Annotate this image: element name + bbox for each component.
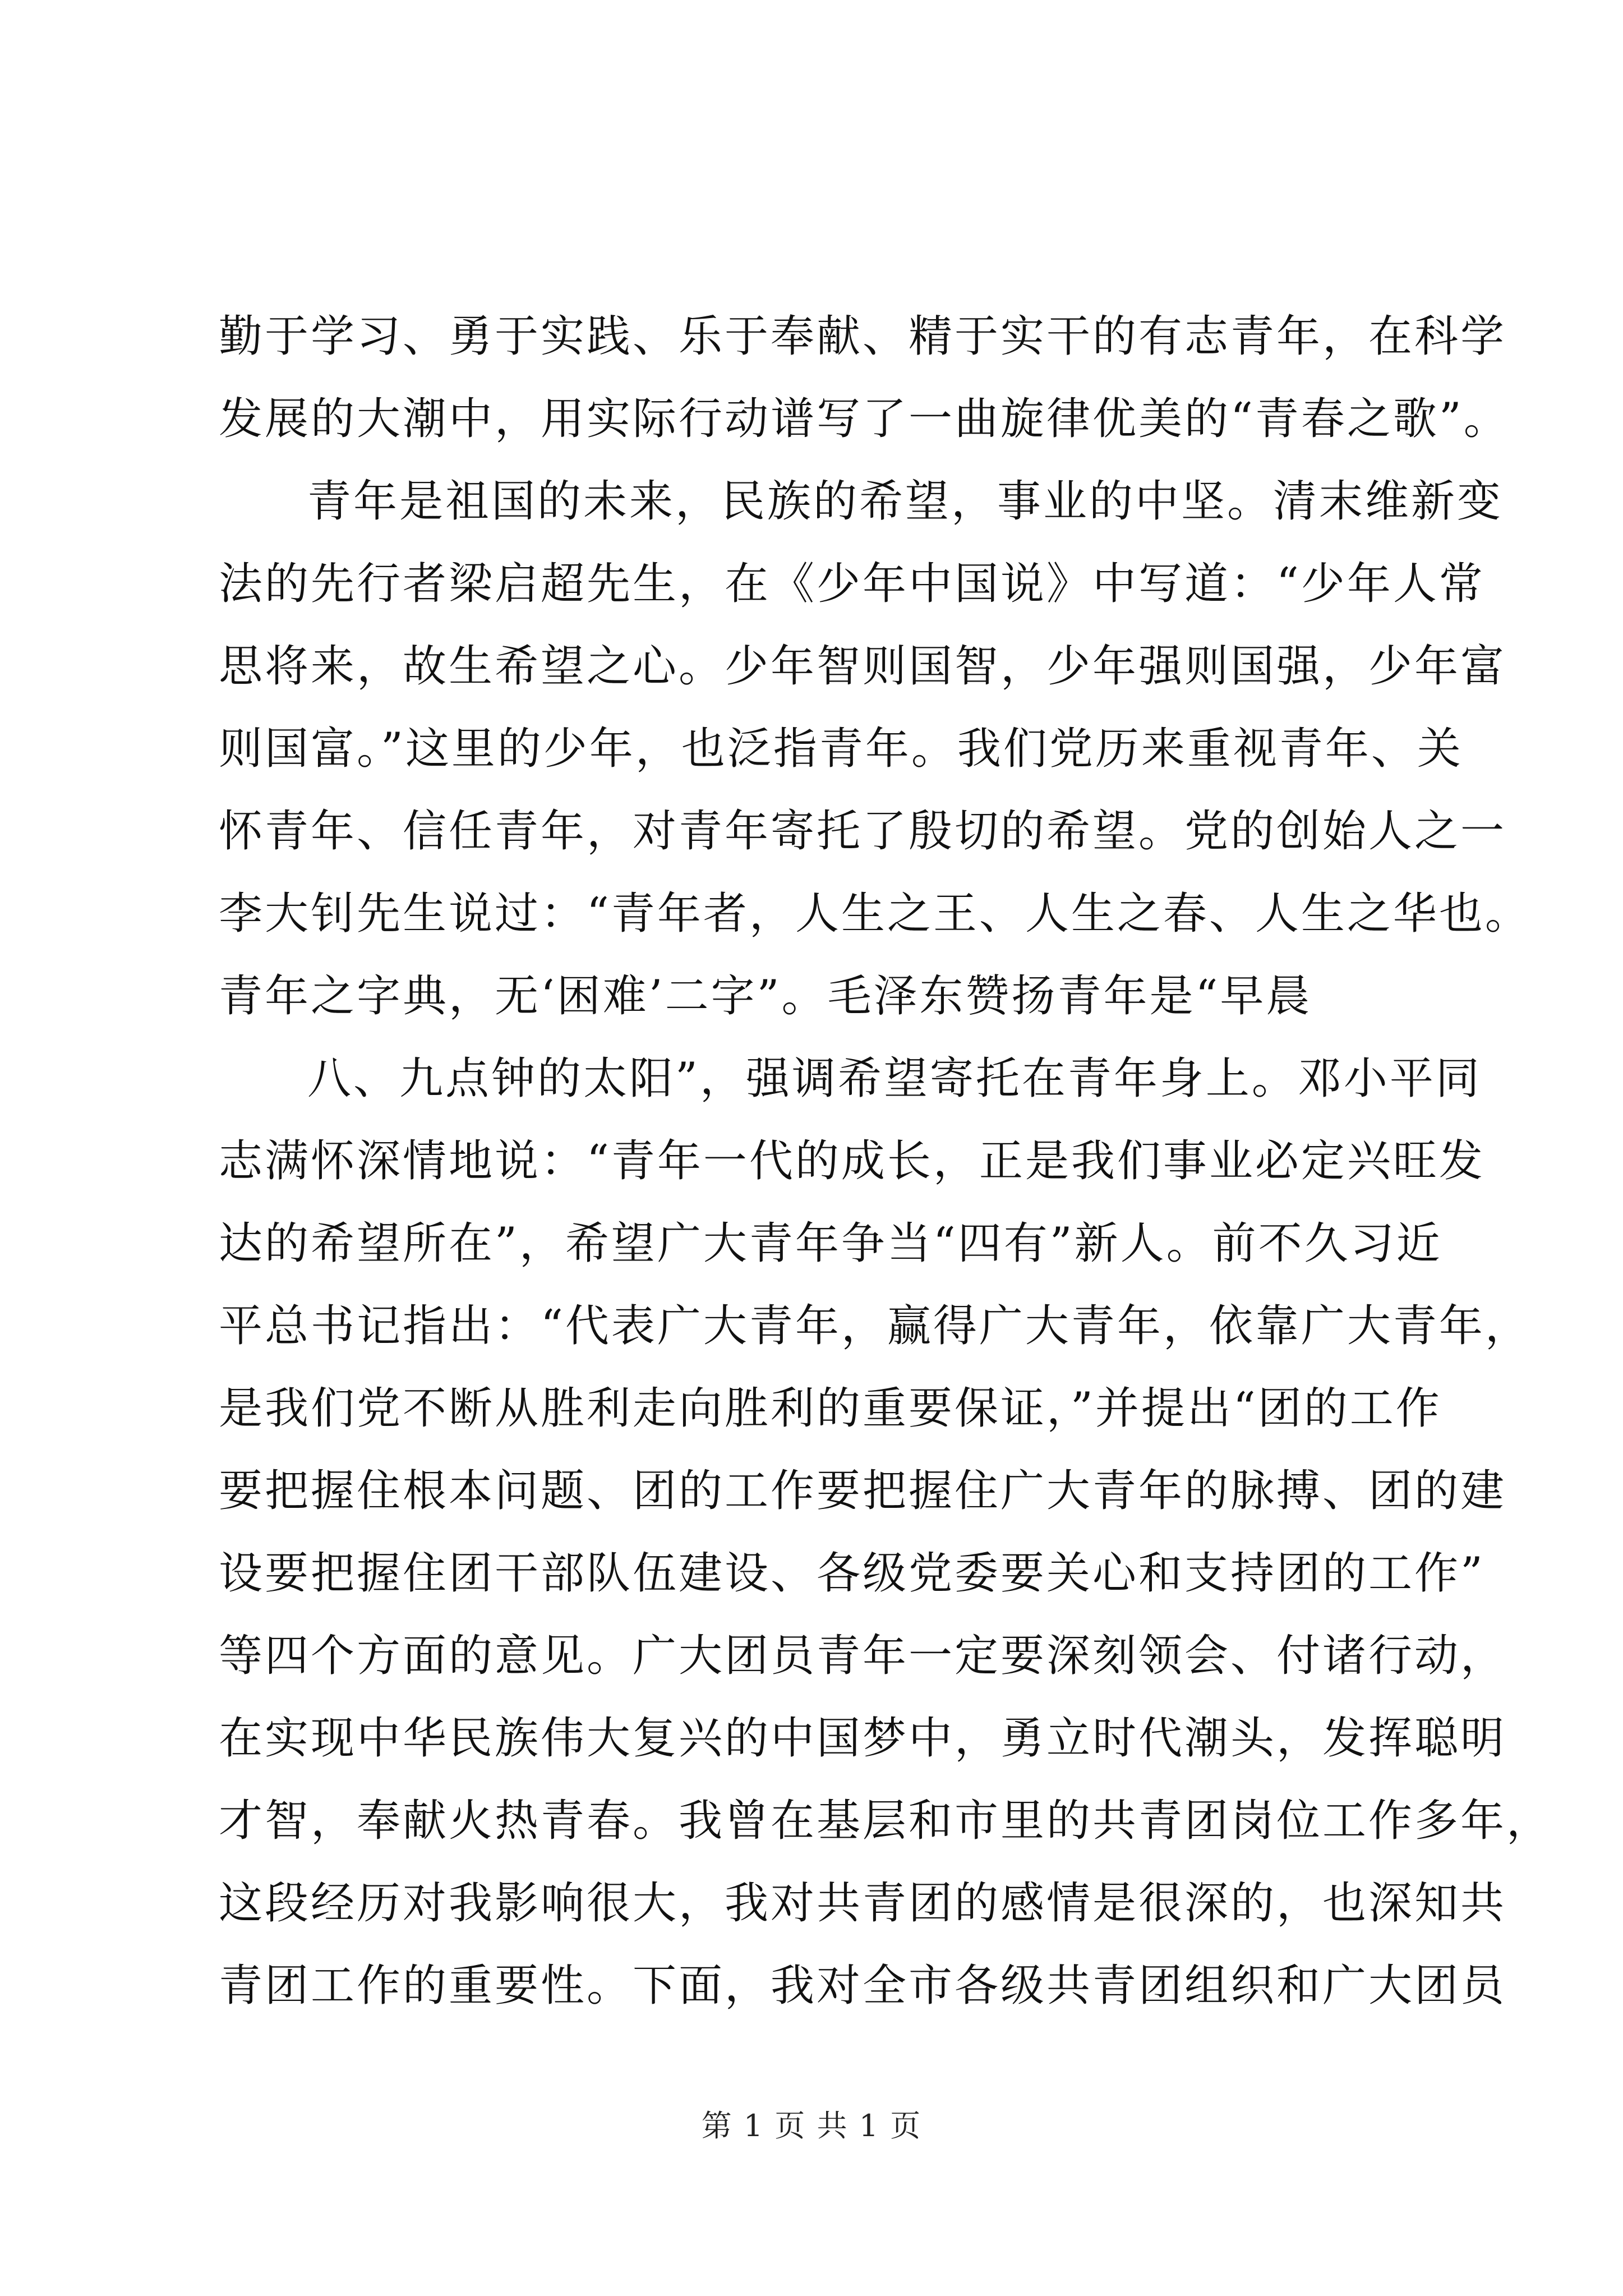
text-line: 志满怀深情地说：“青年一代的成长，正是我们事业必定兴旺发 (219, 1136, 1485, 1186)
text-line: 是我们党不断从胜利走向胜利的重要保证，”并提出“团的工作 (219, 1383, 1442, 1434)
text-line: 法的先行者梁启超先生，在《少年中国说》中写道：“少年人常 (219, 559, 1485, 609)
text-line: 勤于学习、勇于实践、乐于奉献、精于实干的有志青年，在科学 (219, 311, 1507, 362)
text-line: 这段经历对我影响很大，我对共青团的感情是很深的，也深知共 (219, 1878, 1507, 1929)
paragraph-start-line: 八、九点钟的太阳”，强调希望寄托在青年身上。邓小平同 (307, 1053, 1482, 1104)
text-line: 青年之字典，无‘困难’二字”。毛泽东赞扬青年是“早晨 (219, 971, 1312, 1022)
body-text (219, 296, 1553, 2027)
text-line: 设要把握住团干部队伍建设、各级党委要关心和支持团的工作” (219, 1548, 1485, 1599)
paragraph-start-line: 青年是祖国的未来，民族的希望，事业的中坚。清末维新变 (307, 476, 1504, 527)
text-line: 在实现中华民族伟大复兴的中国梦中，勇立时代潮头，发挥聪明 (219, 1713, 1507, 1764)
text-line: 才智，奉献火热青春。我曾在基层和市里的共青团岗位工作多年， (219, 1796, 1553, 1846)
text-line: 平总书记指出：“代表广大青年，赢得广大青年，依靠广大青年， (219, 1301, 1531, 1351)
text-line: 则国富。”这里的少年，也泛指青年。我们党历来重视青年、关 (219, 724, 1463, 774)
text-line: 达的希望所在”，希望广大青年争当“四有”新人。前不久习近 (219, 1218, 1442, 1269)
text-line: 青团工作的重要性。下面，我对全市各级共青团组织和广大团员 (219, 1961, 1507, 2011)
text-line: 怀青年、信任青年，对青年寄托了殷切的希望。党的创始人之一 (219, 806, 1507, 857)
text-line: 思将来，故生希望之心。少年智则国智，少年强则国强，少年富 (219, 641, 1507, 692)
text-line: 发展的大潮中，用实际行动谱写了一曲旋律优美的“青春之歌”。 (219, 394, 1510, 444)
text-line: 等四个方面的意见。广大团员青年一定要深刻领会、付诸行动， (219, 1631, 1507, 1681)
text-line: 李大钊先生说过：“青年者，人生之王、人生之春、人生之华也。 (219, 889, 1531, 939)
page-number-footer: 第 1 页 共 1 页 (701, 2108, 922, 2143)
text-line: 要把握住根本问题、团的工作要把握住广大青年的脉搏、团的建 (219, 1466, 1507, 1516)
